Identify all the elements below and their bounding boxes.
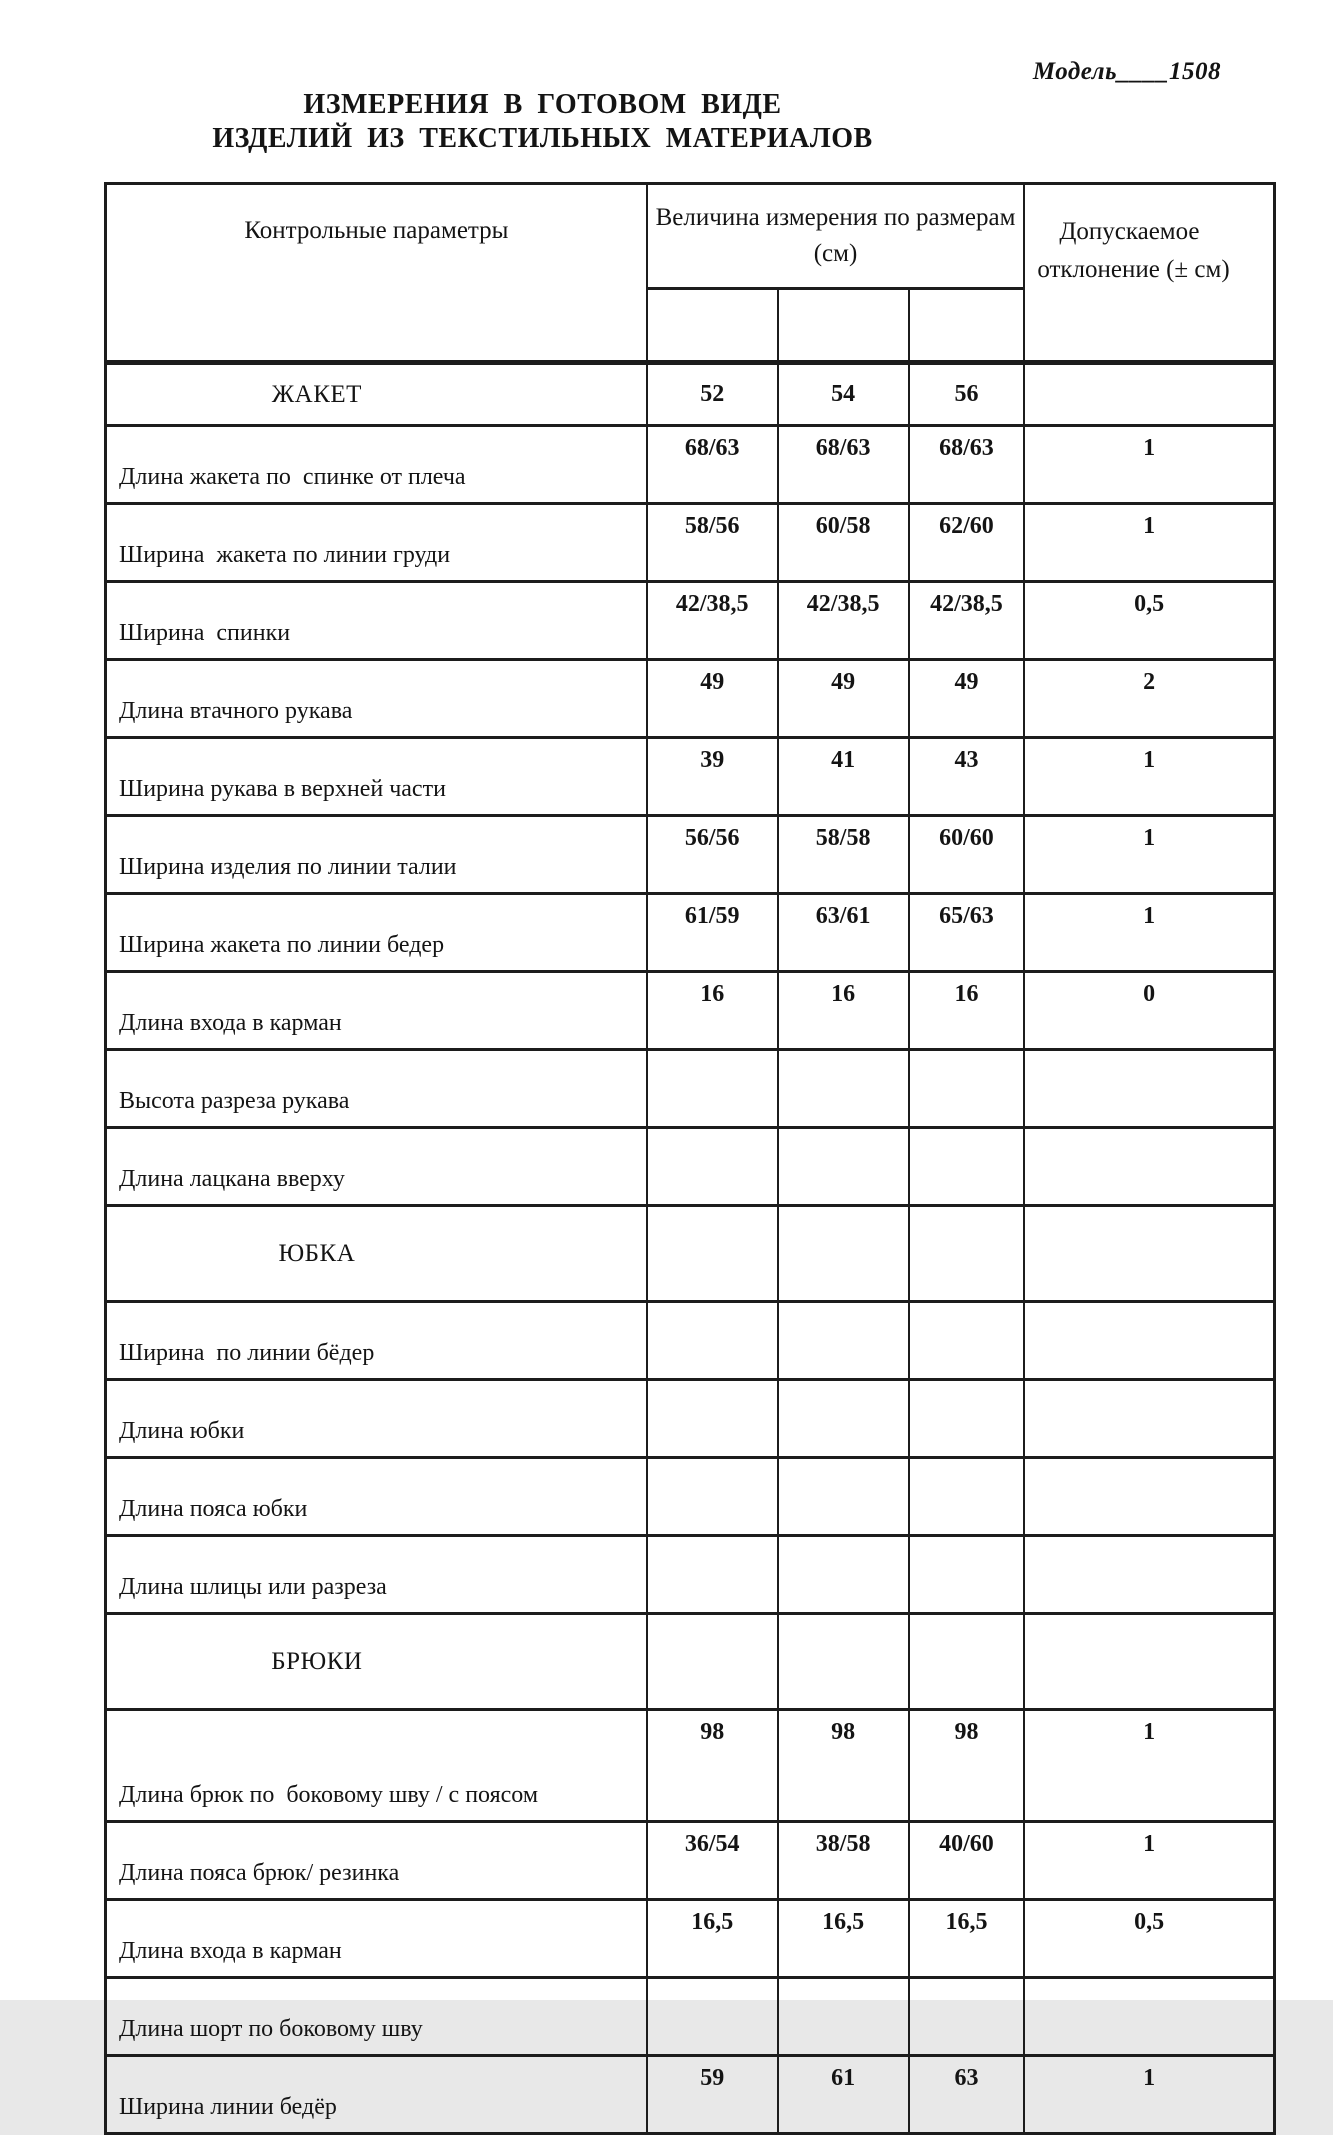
table-row (106, 582, 1275, 660)
model-label: Модель____1508 (1032, 58, 1221, 85)
size-value-cell (778, 1380, 909, 1458)
size-value-cell: 56/56 (647, 816, 778, 894)
size-value-cell: 42/38,5 (647, 582, 778, 660)
table-body (106, 184, 1275, 2134)
size-value-cell (909, 1978, 1025, 2056)
table-row (106, 972, 1275, 1050)
table-row (106, 1536, 1275, 1614)
deviation-value-cell: 0,5 (1024, 582, 1274, 660)
size-value-cell: 58/58 (778, 816, 909, 894)
size-value-cell (647, 1978, 778, 2056)
size-value-cell: 98 (647, 1710, 778, 1822)
param-label-cell: Ширина по линии бёдер (106, 1302, 647, 1380)
table-row (106, 1050, 1275, 1128)
size-value-cell: 16 (909, 972, 1025, 1050)
deviation-value-cell: 0 (1024, 972, 1274, 1050)
table-row (106, 1380, 1275, 1458)
size-value-cell: 61 (778, 2056, 909, 2134)
size-value-cell (647, 1380, 778, 1458)
size-value-cell (909, 1128, 1025, 1206)
size-value-cell: 60/60 (909, 816, 1025, 894)
size-value-cell (778, 1614, 909, 1710)
page-title (0, 0, 1085, 156)
size-value-cell: 98 (909, 1710, 1025, 1822)
page-title-line1: ИЗМЕРЕНИЯ В ГОТОВОМ ВИДЕ (303, 89, 782, 120)
size-value-cell: 65/63 (909, 894, 1025, 972)
table-row (106, 738, 1275, 816)
size-value-cell: 52 (647, 363, 778, 426)
size-value-cell (909, 1614, 1025, 1710)
param-label-cell: Длина пояса брюк/ резинка (106, 1822, 647, 1900)
size-value-cell (647, 1206, 778, 1302)
table-row (106, 1614, 1275, 1710)
deviation-value-cell: 2 (1024, 660, 1274, 738)
size-value-cell (778, 1206, 909, 1302)
size-value-cell: 61/59 (647, 894, 778, 972)
deviation-value-cell: 1 (1024, 1822, 1274, 1900)
table-row (106, 660, 1275, 738)
size-value-cell: 39 (647, 738, 778, 816)
param-label-cell: Ширина жакета по линии груди (106, 504, 647, 582)
size-value-cell: 38/58 (778, 1822, 909, 1900)
size-value-cell (778, 1050, 909, 1128)
size-value-cell: 42/38,5 (909, 582, 1025, 660)
size-value-cell: 49 (778, 660, 909, 738)
size-value-cell: 49 (909, 660, 1025, 738)
deviation-value-cell (1024, 1050, 1274, 1128)
size-value-cell (909, 1050, 1025, 1128)
size-value-cell: 16,5 (909, 1900, 1025, 1978)
section-label-cell: ЮБКА (106, 1206, 647, 1302)
table-row (106, 1302, 1275, 1380)
param-label-cell: Длина жакета по спинке от плеча (106, 426, 647, 504)
table-row (106, 1978, 1275, 2056)
deviation-value-cell (1024, 1302, 1274, 1380)
section-label-cell: ЖАКЕТ (106, 363, 647, 426)
param-label-cell: Длина шорт по боковому шву (106, 1978, 647, 2056)
size-value-cell: 62/60 (909, 504, 1025, 582)
param-label-cell: Ширина рукава в верхней части (106, 738, 647, 816)
size-value-cell: 63/61 (778, 894, 909, 972)
size-value-cell: 98 (778, 1710, 909, 1822)
deviation-value-cell: 1 (1024, 2056, 1274, 2134)
table-row (106, 504, 1275, 582)
deviation-value-cell: 0,5 (1024, 1900, 1274, 1978)
header-row (106, 184, 1275, 289)
param-label-cell: Длина лацкана вверху (106, 1128, 647, 1206)
size-value-cell: 49 (647, 660, 778, 738)
size-value-cell: 56 (909, 363, 1025, 426)
size-value-cell (647, 1458, 778, 1536)
deviation-value-cell (1024, 1380, 1274, 1458)
column-header-measurements: Величина измерения по размерам (см) (647, 184, 1025, 289)
size-value-cell: 68/63 (647, 426, 778, 504)
size-value-cell: 63 (909, 2056, 1025, 2134)
measurements-table (104, 182, 1276, 2135)
param-label-cell: Ширина спинки (106, 582, 647, 660)
deviation-value-cell (1024, 1536, 1274, 1614)
size-value-cell: 68/63 (778, 426, 909, 504)
size-value-cell: 43 (909, 738, 1025, 816)
param-label-cell: Ширина жакета по линии бедер (106, 894, 647, 972)
deviation-value-cell (1024, 363, 1274, 426)
table-row (106, 1458, 1275, 1536)
param-label-cell: Ширина изделия по линии талии (106, 816, 647, 894)
param-label-cell: Длина пояса юбки (106, 1458, 647, 1536)
size-value-cell: 41 (778, 738, 909, 816)
size-value-cell (647, 1302, 778, 1380)
size-subheader-cell (778, 289, 909, 363)
table-row (106, 1710, 1275, 1822)
deviation-value-cell: 1 (1024, 1710, 1274, 1822)
size-value-cell (778, 1978, 909, 2056)
size-value-cell (909, 1458, 1025, 1536)
size-value-cell (778, 1458, 909, 1536)
size-value-cell: 40/60 (909, 1822, 1025, 1900)
size-subheader-cell (909, 289, 1025, 363)
deviation-value-cell: 1 (1024, 738, 1274, 816)
size-value-cell: 16,5 (647, 1900, 778, 1978)
param-label-cell: Длина входа в карман (106, 1900, 647, 1978)
deviation-value-cell: 1 (1024, 504, 1274, 582)
size-value-cell (909, 1302, 1025, 1380)
param-label-cell: Длина шлицы или разреза (106, 1536, 647, 1614)
deviation-value-cell: 1 (1024, 426, 1274, 504)
size-value-cell (647, 1614, 778, 1710)
column-header-parameters: Контрольные параметры (106, 184, 647, 363)
size-value-cell: 16,5 (778, 1900, 909, 1978)
size-value-cell (647, 1536, 778, 1614)
size-value-cell (909, 1536, 1025, 1614)
section-label-cell: БРЮКИ (106, 1614, 647, 1710)
param-label-cell: Ширина линии бедёр (106, 2056, 647, 2134)
size-value-cell (778, 1536, 909, 1614)
table-row (106, 363, 1275, 426)
size-value-cell (778, 1302, 909, 1380)
size-value-cell (909, 1206, 1025, 1302)
deviation-value-cell (1024, 1206, 1274, 1302)
size-value-cell: 16 (778, 972, 909, 1050)
size-value-cell: 68/63 (909, 426, 1025, 504)
table-row (106, 1206, 1275, 1302)
page-title-line2: ИЗДЕЛИЙ ИЗ ТЕКСТИЛЬНЫХ МАТЕРИАЛОВ (212, 123, 873, 155)
deviation-value-cell (1024, 1614, 1274, 1710)
table-row (106, 816, 1275, 894)
deviation-value-cell (1024, 1458, 1274, 1536)
column-header-deviation: Допускаемое отклонение (± см) (1024, 184, 1274, 363)
size-value-cell: 60/58 (778, 504, 909, 582)
param-label-cell: Длина входа в карман (106, 972, 647, 1050)
table-row (106, 1900, 1275, 1978)
size-value-cell (647, 1128, 778, 1206)
deviation-value-cell (1024, 1978, 1274, 2056)
param-label-cell: Высота разреза рукава (106, 1050, 647, 1128)
deviation-value-cell: 1 (1024, 894, 1274, 972)
size-subheader-cell (647, 289, 778, 363)
table-row (106, 894, 1275, 972)
size-value-cell: 59 (647, 2056, 778, 2134)
table-row (106, 1822, 1275, 1900)
table-row (106, 2056, 1275, 2134)
param-label-cell: Длина втачного рукава (106, 660, 647, 738)
param-label-cell: Длина брюк по боковому шву / с поясом (106, 1710, 647, 1822)
table-row (106, 1128, 1275, 1206)
table-row (106, 426, 1275, 504)
param-label-cell: Длина юбки (106, 1380, 647, 1458)
size-value-cell: 16 (647, 972, 778, 1050)
deviation-value-cell: 1 (1024, 816, 1274, 894)
size-value-cell: 42/38,5 (778, 582, 909, 660)
deviation-value-cell (1024, 1128, 1274, 1206)
size-value-cell: 36/54 (647, 1822, 778, 1900)
size-value-cell (647, 1050, 778, 1128)
size-value-cell (778, 1128, 909, 1206)
size-value-cell: 58/56 (647, 504, 778, 582)
size-value-cell (909, 1380, 1025, 1458)
size-value-cell: 54 (778, 363, 909, 426)
